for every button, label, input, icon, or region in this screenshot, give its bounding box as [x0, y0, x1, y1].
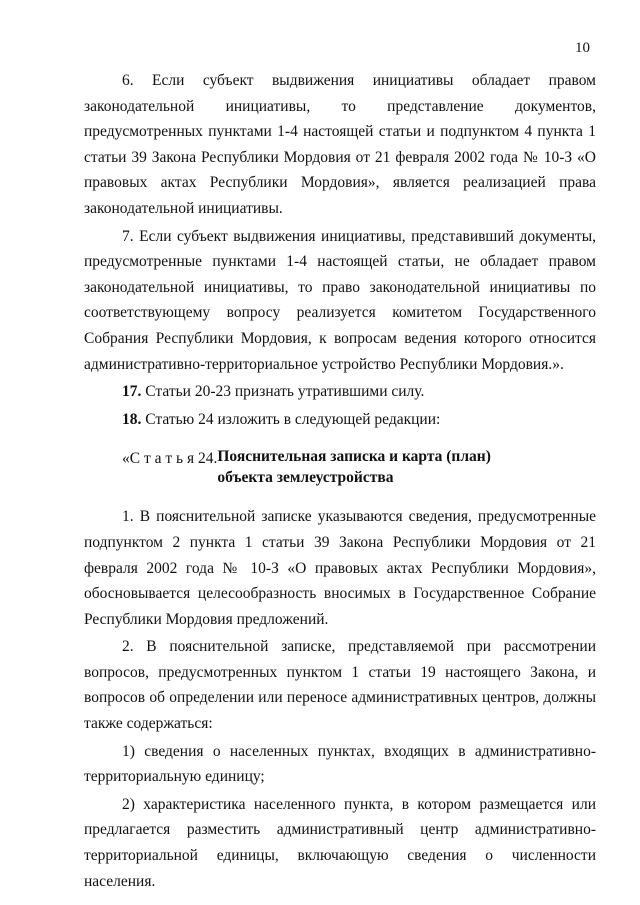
- subitem-2: 2) характеристика населенного пункта, в котором размещается или предлагается разместить административный центр административно-территориальной единицы, включающую сведения о численности населения.: [84, 795, 596, 890]
- item-18: [84, 407, 596, 433]
- article-heading: [84, 446, 596, 488]
- item-17-number: 17.: [122, 383, 142, 401]
- paragraph-article-2: 2. В пояснительной записке, представляемой при рассмотрении вопросов, предусмотренных пунктом 1 статьи 19 настоящего Закона, и вопросов об определении или переносе административных центров, должны также содержаться:: [84, 638, 596, 733]
- item-18-number: 18.: [122, 410, 142, 428]
- article-title: Пояснительная записка и карта (план) объекта землеустройства: [217, 448, 491, 487]
- paragraph-article-1: 1. В пояснительной записке указываются сведения, предусмотренные подпунктом 2 пункта 1 статьи 39 Закона Республики Мордовия от 21 февраля 2002 года № 10-З «О правовых актах Республики Мордовия», обосновывается целесообразность вносимых в Государственное Собрание Республики Мордовия предложений.: [84, 508, 596, 628]
- item-17-text: Статьи 20-23 признать утратившими силу.: [141, 383, 425, 401]
- subitem-1: 1) сведения о населенных пунктах, входящих в административно-территориальную единицу;: [84, 742, 596, 786]
- item-18-text: Статью 24 изложить в следующей редакции:: [141, 410, 441, 428]
- document-body: [84, 68, 596, 894]
- paragraph-7: 7. Если субъект выдвижения инициативы, представивший документы, предусмотренные пунктами 1-4 настоящей статьи, не обладает правом законодательной инициативы, то право законодательной инициативы по соответствующему вопросу реализуется комитетом Государственного Собрания Республики Мордовия, к вопросам ведения которого относится административно-территориальное устройство Республики Мордовия.».: [84, 227, 596, 373]
- article-prefix: «С т а т ь я 24.: [122, 450, 218, 468]
- item-17: [84, 379, 596, 405]
- page-number: 10: [575, 40, 590, 56]
- paragraph-6: 6. Если субъект выдвижения инициативы обладает правом законодательной инициативы, то представление документов, предусмотренных пунктами 1-4 настоящей статьи и подпунктом 4 пункта 1 статьи 39 Закона Республики Мордовия от 21 февраля 2002 года № 10-З «О правовых актах Республики Мордовия», является реализацией права законодательной инициативы.: [84, 72, 596, 217]
